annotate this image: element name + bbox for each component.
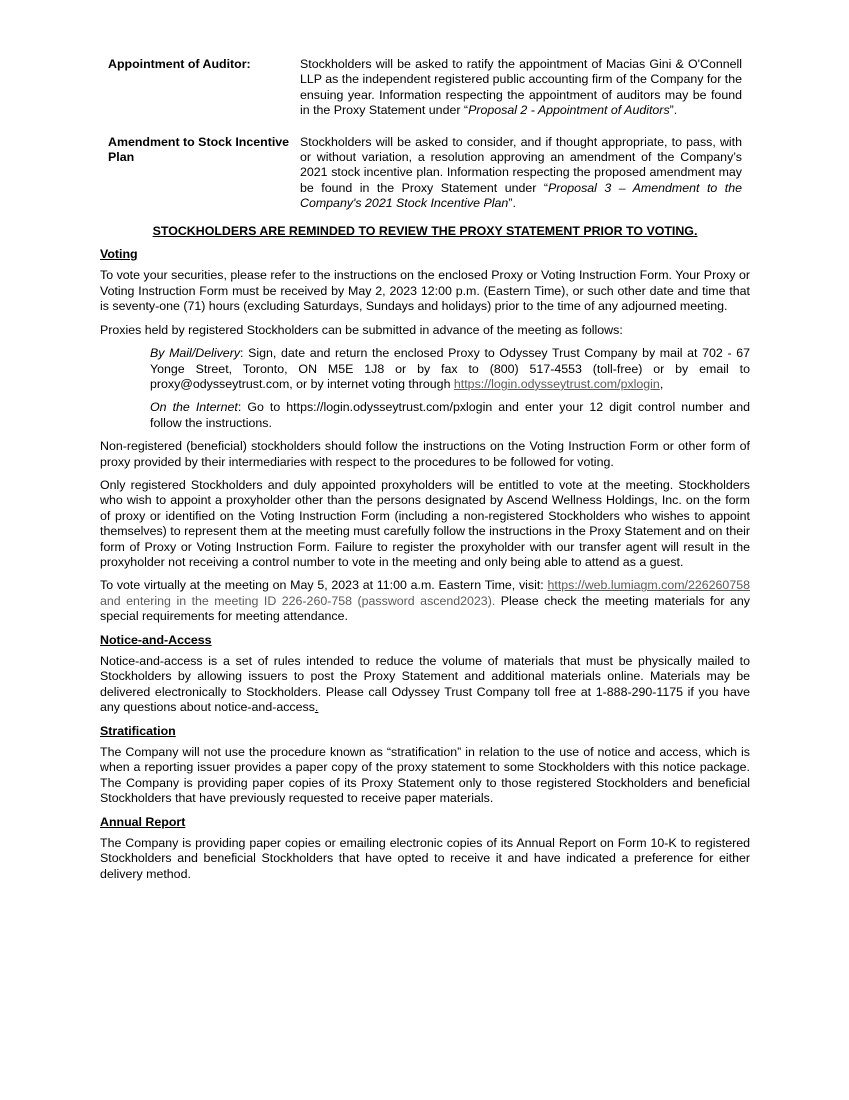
proposal-label: Amendment to Stock Incentive Plan [108,134,290,165]
reminder-banner: STOCKHOLDERS ARE REMINDED TO REVIEW THE PROXY STATEMENT PRIOR TO VOTING. [152,223,698,238]
virtual-meeting-paragraph [100,578,750,624]
proposal-label: Appointment of Auditor: [108,57,251,71]
annual-report-paragraph: The Company is providing paper copies or emailing electronic copies of its Annual Report on Form 10-K to registered Stockholders and beneficial Stockholders that have opted to receive it and have indicated a preference for either delivery method. [100,836,750,881]
proposal-text-end: ”. [669,103,678,118]
mail-delivery-label: By Mail/Delivery [150,346,241,361]
proposal-text-end: ”. [508,196,516,211]
voting-paragraph: Only registered Stockholders and duly appointed proxyholders will be entitled to vote at the meeting. Stockholders who wish to appoint a proxyholder other than the persons designated by Ascend Wellness Holdings, Inc. on the form of proxy or identified on the Voting Instruction Form (including a non-registered Stockholders who wishes to appoint themselves) to represent them at the meeting must carefully follow the instructions in the Proxy Statement and on their form of Proxy or Voting Instruction Form. Failure to register the proxyholder with our transfer agent will result in the proxyholder not receiving a control number to vote in the meeting and only being able to attend as a guest. [100,477,750,569]
proposal-text [300,135,742,212]
mail-delivery-end: , [659,376,664,391]
proposal-auditor [100,57,750,119]
notice-text-end: . [314,700,319,715]
proposal-text [300,57,742,119]
proposal-amendment [100,135,750,212]
section-heading-stratification: Stratification [100,723,176,738]
internet-text: : Go to https://login.odysseytrust.com/pxlogin and enter your 12 digit control number and follow the instructions. [150,400,750,430]
section-heading-annual-report: Annual Report [100,814,186,829]
section-heading-notice: Notice-and-Access [100,632,212,647]
meeting-id-text: and entering in the meeting ID 226-260-758 (password ascend2023). [100,593,496,608]
notice-text: Notice-and-access is a set of rules intended to reduce the volume of materials that must be physically mailed to Stockholders by allowing issuers to post the Proxy Statement and additional materials online. Materials may be delivered electronically to Stockholders. Please call Odyssey Trust Company toll free at 1-888-290-1175 if you have any questions about notice-and-access [100,654,750,715]
proposal-text-body: Stockholders will be asked to consider, and if thought appropriate, to pass, with or without variation, a resolution approving an amendment of the Company’s 2021 stock incentive plan. Information respecting the proposed amendment may be found in the Proxy Statement under “ [300,134,742,195]
mail-delivery-text: : Sign, date and return the enclosed Proxy to Odyssey Trust Company by mail at 702 - 67 Yonge Street, Toronto, ON M5E 1J8 or by fax to (800) 517-4553 (toll-free) or by email to proxy@odysseytrust.com, or by internet voting through [150,346,750,391]
proposal-reference: Proposal 2 - Appointment of Auditors [468,103,670,118]
lumi-meeting-link[interactable]: https://web.lumiagm.com/226260758 [547,578,750,593]
notice-paragraph [100,654,750,716]
proposal-text-body: Stockholders will be asked to ratify the appointment of Macias Gini & O'Connell LLP as the independent registered public accounting firm of the Company for the ensuing year. Information respecting the appointment of auditors may be found in the Proxy Statement under “ [300,57,742,118]
voting-paragraph: Non-registered (beneficial) stockholders should follow the instructions on the Voting Instruction Form or other form of proxy provided by their intermediaries with respect to the procedures to be followed for voting. [100,439,750,469]
document-page [100,57,750,890]
section-heading-voting: Voting [100,247,138,262]
proposal-reference: Proposal 3 – Amendment to the Company's 2021 Stock Incentive Plan [300,180,742,211]
voting-paragraph: Proxies held by registered Stockholders can be submitted in advance of the meeting as follows: [100,322,623,337]
mail-delivery-paragraph [150,346,750,392]
virtual-meeting-text: To vote virtually at the meeting on May 5, 2023 at 11:00 a.m. Eastern Time, visit: [100,578,548,593]
voting-paragraph: To vote your securities, please refer to the instructions on the enclosed Proxy or Voting Instruction Form. Your Proxy or Voting Instruction Form must be received by May 2, 2023 12:00 p.m. (Eastern Time), or such other date and time that is seventy-one (71) hours (excluding Saturdays, Sundays and holidays) prior to the time of any adjourned meeting. [100,268,750,314]
internet-paragraph [150,400,750,431]
virtual-meeting-note: Please check the meeting materials for any special requirements for meeting attendance. [100,593,750,624]
odyssey-login-link[interactable]: https://login.odysseytrust.com/pxlogin [453,376,660,391]
internet-label: On the Internet [150,400,238,415]
stratification-paragraph: The Company will not use the procedure known as “stratification” in relation to the use of notice and access, which is when a reporting issuer provides a paper copy of the proxy statement to some Stockholders with this notice package. The Company is providing paper copies of its Proxy Statement only to those registered Stockholders and beneficial Stockholders that have previously requested to receive paper materials. [100,745,750,806]
